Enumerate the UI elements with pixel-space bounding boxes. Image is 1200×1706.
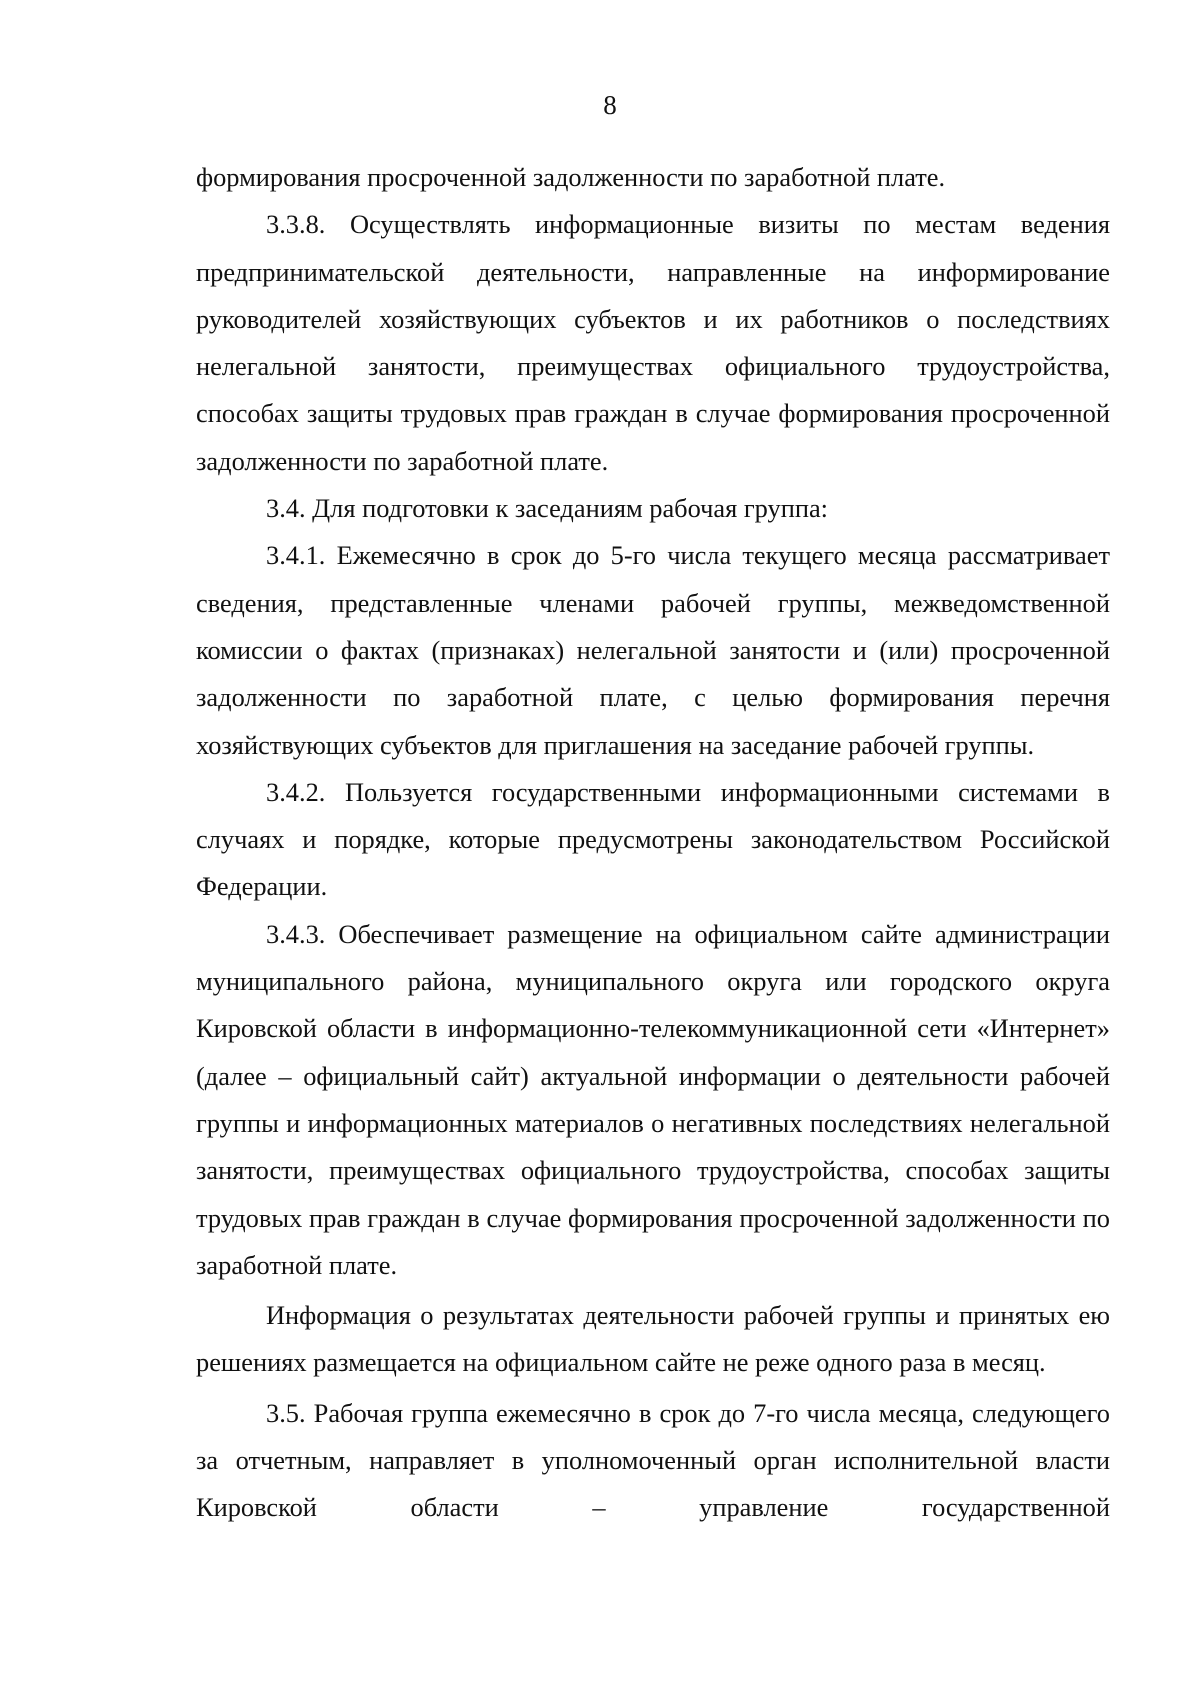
paragraph-3-4-1: 3.4.1. Ежемесячно в срок до 5-го числа текущего месяца рассматривает сведения, представленные членами рабочей группы, межведомственной комиссии о фактах (признаках) нелегальной занятости и (или) просроченной задолженности по заработной плате, с целью формирования перечня хозяйствующих субъектов для приглашения на заседание рабочей группы. [196, 540, 1110, 760]
paragraph-3-4-3: 3.4.3. Обеспечивает размещение на официальном сайте администрации муниципального района, муниципального округа или городского округа Кировской области в информационно-телекоммуникационной сети «Интернет» (далее – официальный сайт) актуальной информации о деятельности рабочей группы и информационных материалов о негативных последствиях нелегальной занятости, преимуществах официального трудоустройства, способах защиты трудовых прав граждан в случае формирования просроченной задолженности по заработной плате. [196, 918, 1110, 1280]
paragraph-3-4: 3.4. Для подготовки к заседаниям рабочая группа: [266, 493, 828, 524]
paragraph-3-5: 3.5. Рабочая группа ежемесячно в срок до 7-го числа месяца, следующего за отчетным, направляет в уполномоченный орган исполнительной власти Кировской области – управление государственной [196, 1397, 1110, 1523]
paragraph-information: Информация о результатах деятельности рабочей группы и принятых ею решениях размещается на официальном сайте не реже одного раза в месяц. [196, 1300, 1110, 1378]
paragraph-3-3-8: 3.3.8. Осуществлять информационные визиты по местам ведения предпринимательской деятельности, направленные на информирование руководителей хозяйствующих субъектов и их работников о последствиях нелегальной занятости, преимуществах официального трудоустройства, способах защиты трудовых прав граждан в случае формирования просроченной задолженности по заработной плате. [196, 209, 1110, 476]
paragraph-3-4-2: 3.4.2. Пользуется государственными информационными системами в случаях и порядке, которые предусмотрены законодательством Российской Федерации. [196, 776, 1110, 902]
page-number: 8 [603, 90, 617, 120]
document-body [196, 154, 1110, 1532]
paragraph-1: формирования просроченной задолженности по заработной плате. [196, 162, 946, 192]
